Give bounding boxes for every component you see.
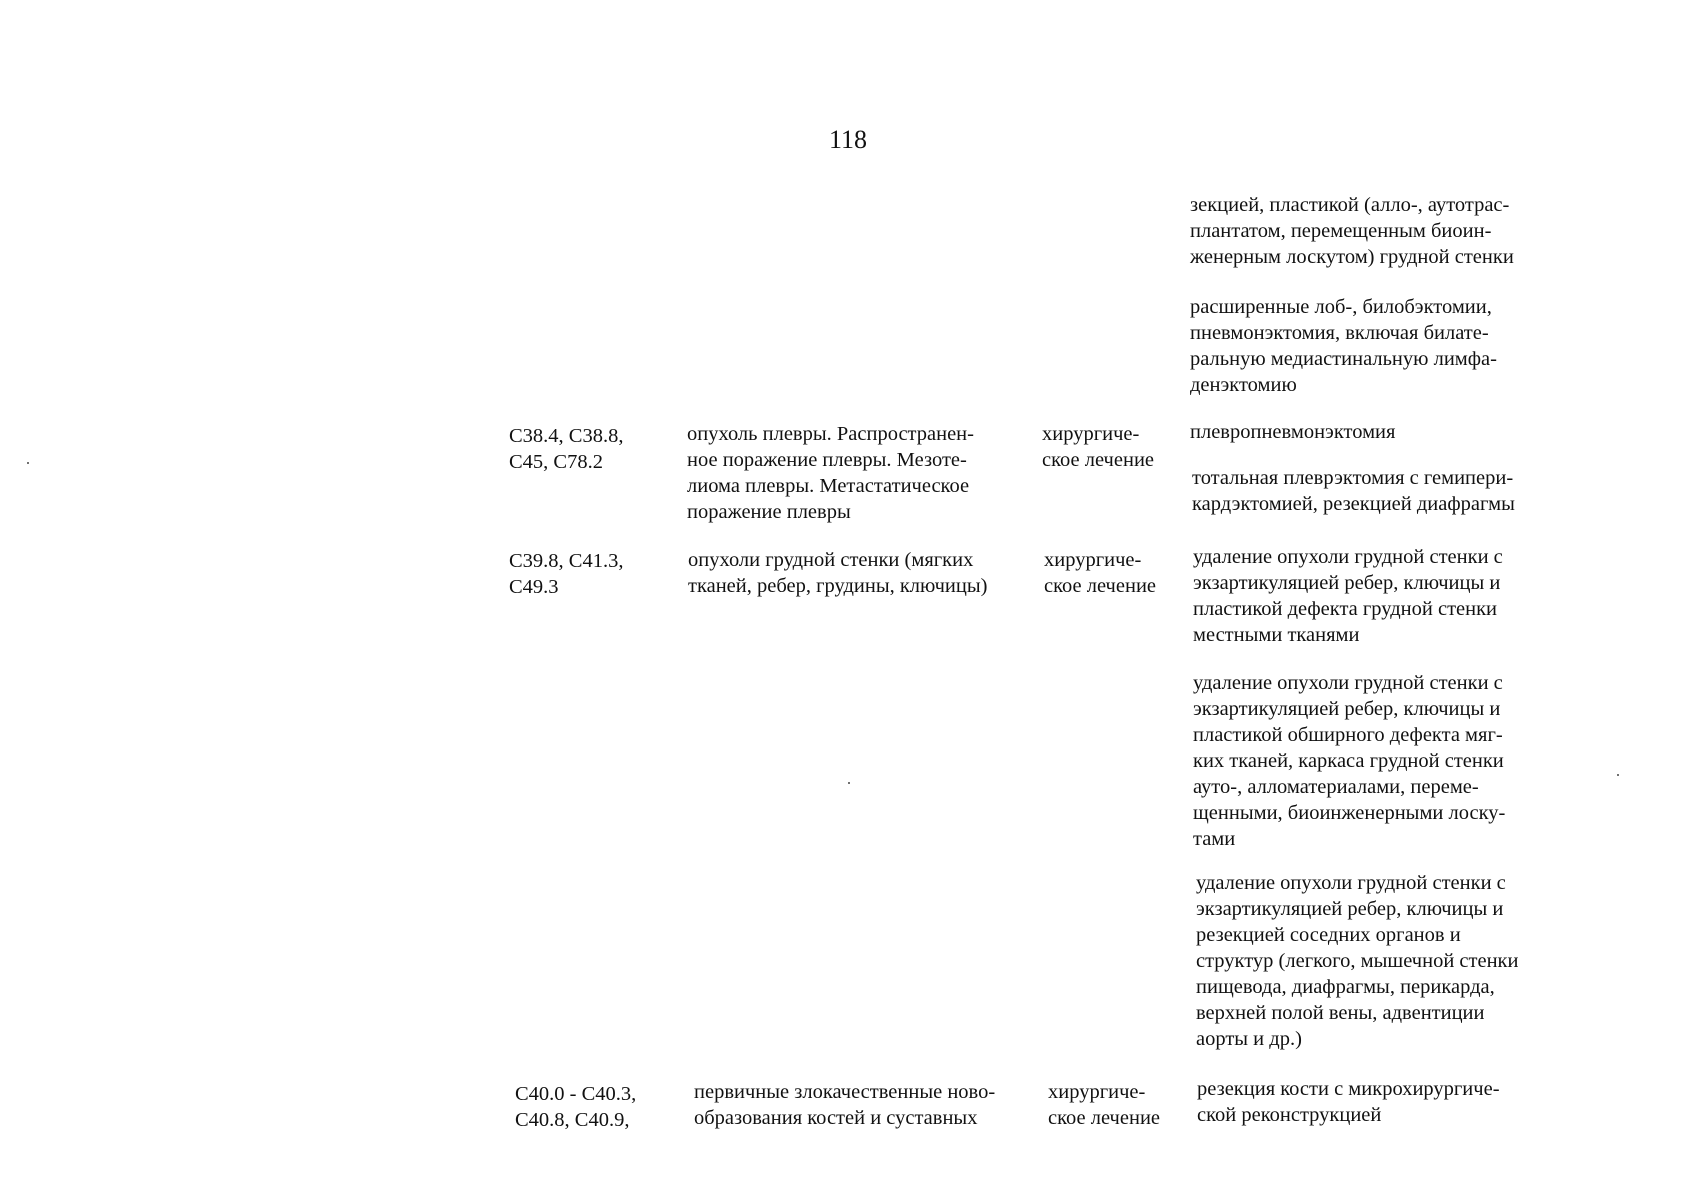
diagnosis-cell: опухоли грудной стенки (мягких тканей, ребер, грудины, ключицы) (688, 549, 988, 597)
diagnosis-cell: опухоль плевры. Распространен- ное поражение плевры. Мезоте- лиома плевры. Метастатическое поражение плевры (687, 423, 974, 523)
code-cell: C39.8, C41.3, C49.3 (509, 550, 624, 598)
treatment-cell: хирургиче- ское лечение (1048, 1081, 1161, 1129)
page-number: 118 (828, 125, 868, 154)
code-cell: C38.4, C38.8, C45, C78.2 (509, 425, 624, 473)
scan-speck (848, 782, 850, 784)
method-cell: тотальная плеврэктомия с гемипери- кардэктомией, резекцией диафрагмы (1192, 467, 1515, 515)
diagnosis-cell: первичные злокачественные ново- образования костей и суставных (694, 1081, 996, 1129)
treatment-cell: хирургиче- ское лечение (1042, 423, 1155, 471)
method-cell: расширенные лоб-, билобэктомии, пневмонэктомия, включая билате- ральную медиастинальную лимфа- денэктомию (1190, 296, 1497, 396)
scan-speck (27, 462, 29, 464)
method-cell: плевропневмонэктомия (1190, 421, 1396, 443)
method-cell: зекцией, пластикой (алло-, аутотрас- плантатом, перемещенным биоин- женерным лоскутом) грудной стенки (1190, 194, 1514, 268)
scan-speck (1617, 774, 1619, 776)
method-cell: удаление опухоли грудной стенки с экзартикуляцией ребер, ключицы и пластикой дефекта грудной стенки местными тканями (1193, 546, 1503, 646)
method-cell: резекция кости с микрохирургиче- ской реконструкцией (1197, 1078, 1500, 1126)
method-cell: удаление опухоли грудной стенки с экзартикуляцией ребер, ключицы и пластикой обширного дефекта мяг- ких тканей, каркаса грудной стенки ауто-, алломатериалами, переме- щенными, биоинженерными лоску- тами (1193, 672, 1506, 850)
code-cell: C40.0 - C40.3, C40.8, C40.9, (515, 1083, 637, 1131)
method-cell: удаление опухоли грудной стенки с экзартикуляцией ребер, ключицы и резекцией соседних органов и структур (легкого, мышечной стенки пищевода, диафрагмы, перикарда, верхней полой вены, адвентиции аорты и др.) (1196, 872, 1519, 1050)
treatment-cell: хирургиче- ское лечение (1044, 549, 1157, 597)
